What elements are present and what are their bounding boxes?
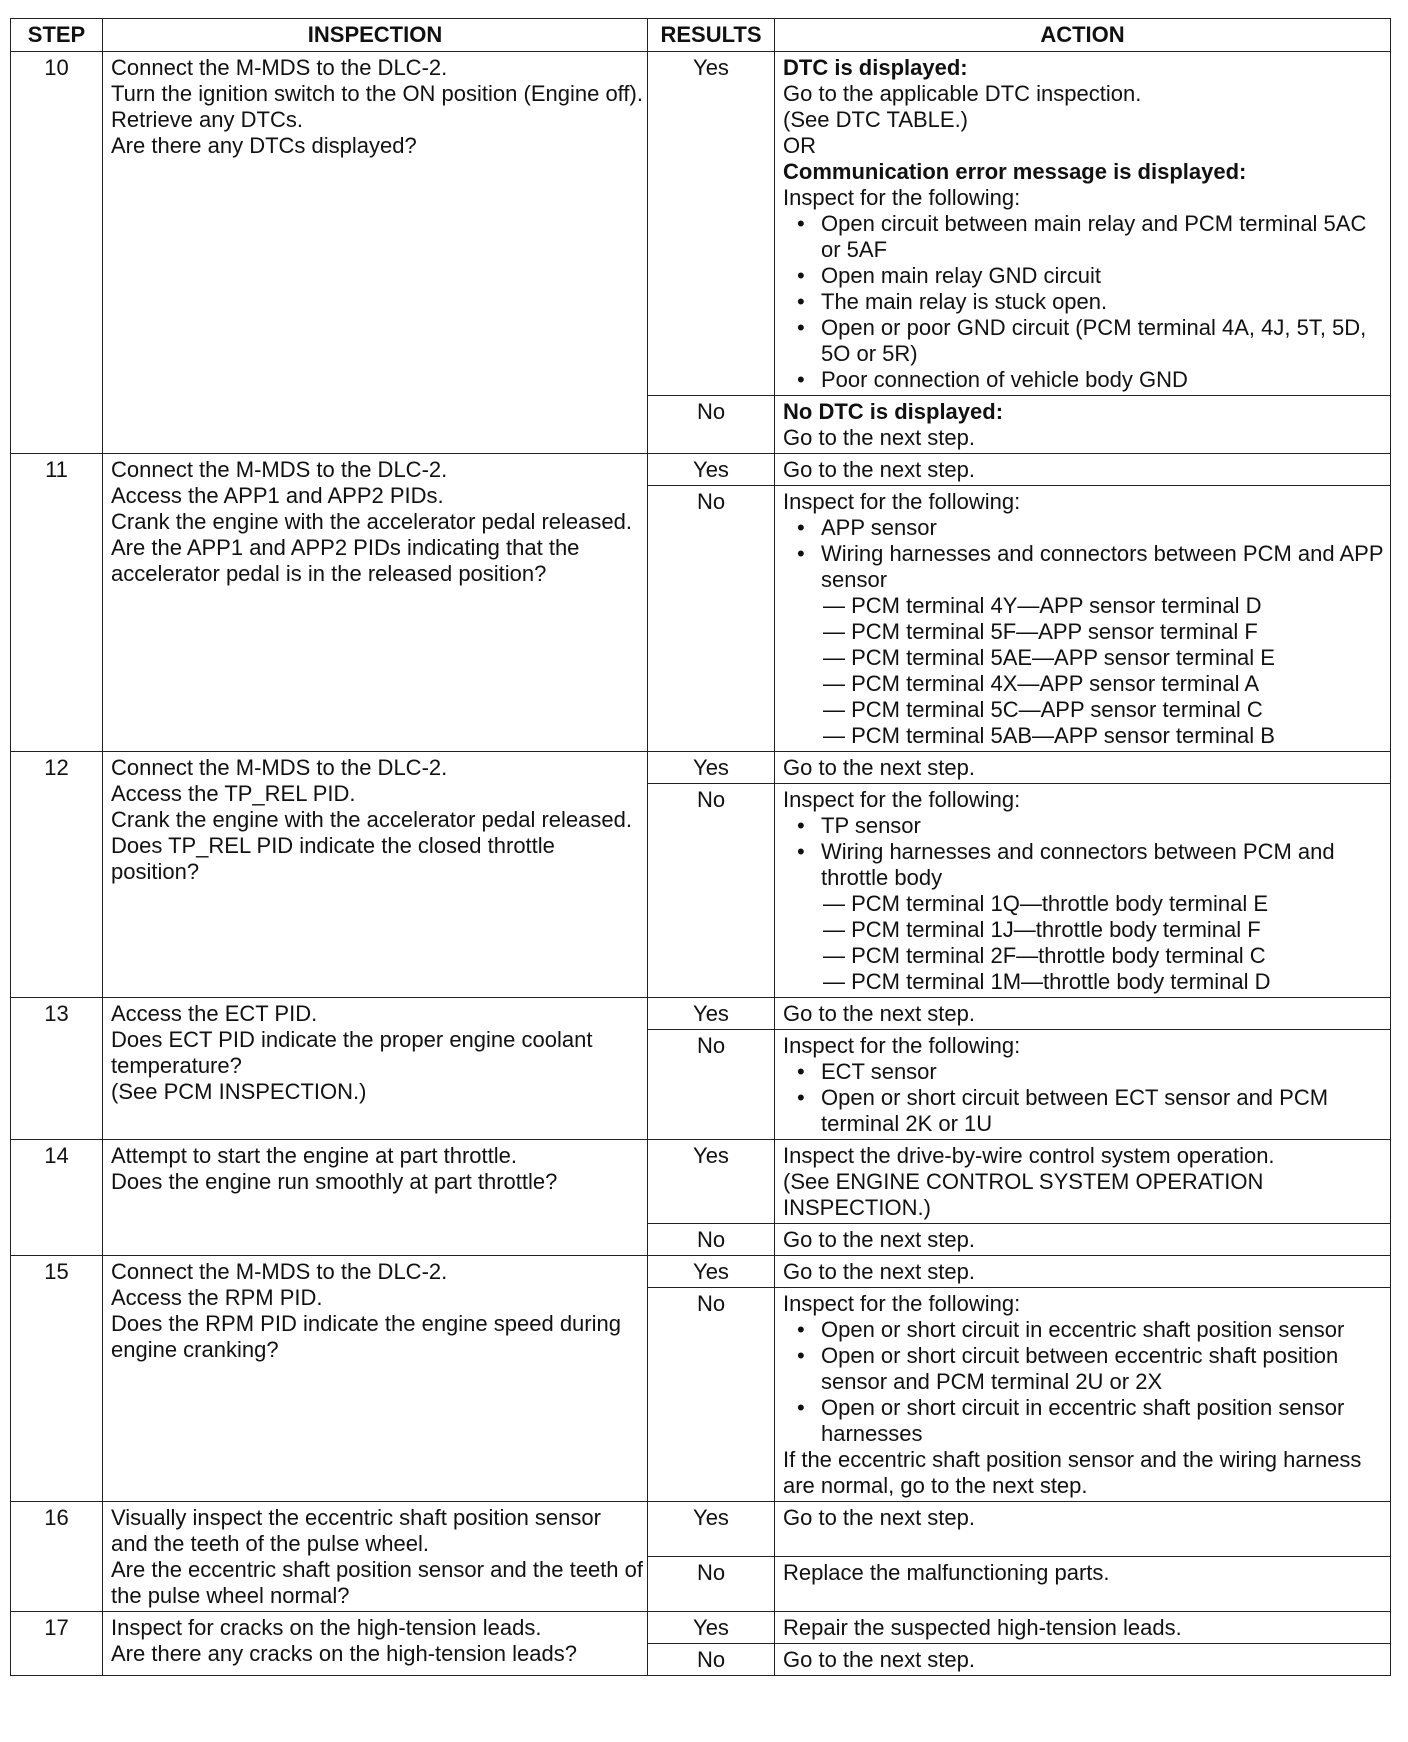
result-cell: Yes <box>648 1256 775 1288</box>
inspection-line: Does ECT PID indicate the proper engine coolant temperature? <box>111 1027 593 1078</box>
action-bullet-item: • TP sensor <box>783 813 1386 839</box>
result-cell: Yes <box>648 1612 775 1644</box>
action-terminal-item: — PCM terminal 5AE—APP sensor terminal E <box>823 645 1275 670</box>
result-cell: Yes <box>648 454 775 486</box>
action-cell <box>775 52 1391 396</box>
action-cell <box>775 1557 1391 1612</box>
action-line: Go to the next step. <box>783 1227 976 1252</box>
action-line: Inspect for the following: <box>783 787 1021 812</box>
action-bullet-item: • Open or short circuit between ECT sensor and PCM terminal 2K or 1U <box>783 1085 1386 1137</box>
inspection-line: Are there any cracks on the high-tension leads? <box>111 1641 577 1666</box>
action-cell <box>775 1288 1391 1502</box>
table-row <box>11 752 1391 784</box>
action-cell <box>775 752 1391 784</box>
action-cell <box>775 1256 1391 1288</box>
action-line: Go to the next step. <box>783 1259 976 1284</box>
action-terminal-item: — PCM terminal 5F—APP sensor terminal F <box>823 619 1258 644</box>
action-cell <box>775 784 1391 998</box>
action-line: Repair the suspected high-tension leads. <box>783 1615 1182 1640</box>
action-cell <box>775 1644 1391 1676</box>
result-cell: Yes <box>648 752 775 784</box>
inspection-cell <box>103 52 648 454</box>
action-cell <box>775 486 1391 752</box>
diagnostic-procedure-page <box>10 18 1390 1676</box>
action-terminal-item: — PCM terminal 1M—throttle body terminal D <box>823 969 1271 994</box>
inspection-line: Connect the M-MDS to the DLC-2. <box>111 55 448 80</box>
inspection-cell <box>103 454 648 752</box>
troubleshooting-table <box>10 18 1391 1676</box>
action-bullet-item: • Poor connection of vehicle body GND <box>783 367 1386 393</box>
inspection-line: Attempt to start the engine at part throttle. <box>111 1143 518 1168</box>
action-line: OR <box>783 133 816 158</box>
result-cell: No <box>648 1644 775 1676</box>
step-number: 15 <box>11 1256 103 1502</box>
action-line: (See ENGINE CONTROL SYSTEM OPERATION INSPECTION.) <box>783 1169 1264 1220</box>
header-action: ACTION <box>775 19 1391 52</box>
action-bullet-item: • Open circuit between main relay and PCM terminal 5AC or 5AF <box>783 211 1386 263</box>
inspection-cell <box>103 1612 648 1676</box>
inspection-line: Access the APP1 and APP2 PIDs. <box>111 483 444 508</box>
action-line: Inspect for the following: <box>783 185 1021 210</box>
step-number: 10 <box>11 52 103 454</box>
inspection-line: Turn the ignition switch to the ON position (Engine off). <box>111 81 643 106</box>
inspection-line: Inspect for cracks on the high-tension leads. <box>111 1615 542 1640</box>
action-line: Replace the malfunctioning parts. <box>783 1560 1110 1585</box>
inspection-line: Retrieve any DTCs. <box>111 107 303 132</box>
action-bullet-item: • Open or short circuit between eccentric shaft position sensor and PCM terminal 2U or 2X <box>783 1343 1386 1395</box>
result-cell: No <box>648 1030 775 1140</box>
step-number: 11 <box>11 454 103 752</box>
action-heading: DTC is displayed: <box>783 55 968 80</box>
header-step: STEP <box>11 19 103 52</box>
action-line: Go to the applicable DTC inspection. <box>783 81 1142 106</box>
table-row <box>11 1140 1391 1224</box>
table-row <box>11 52 1391 396</box>
table-row <box>11 1612 1391 1644</box>
inspection-line: Visually inspect the eccentric shaft position sensor and the teeth of the pulse wheel. <box>111 1505 601 1556</box>
action-cell <box>775 396 1391 454</box>
step-number: 12 <box>11 752 103 998</box>
table-header-row <box>11 19 1391 52</box>
action-bullet-item: • Open main relay GND circuit <box>783 263 1386 289</box>
inspection-line: Does the engine run smoothly at part throttle? <box>111 1169 558 1194</box>
action-cell <box>775 1030 1391 1140</box>
action-line: Go to the next step. <box>783 755 976 780</box>
action-line: Inspect the drive-by-wire control system operation. <box>783 1143 1275 1168</box>
action-cell <box>775 998 1391 1030</box>
inspection-cell <box>103 998 648 1140</box>
inspection-line: Access the RPM PID. <box>111 1285 323 1310</box>
action-line: Go to the next step. <box>783 1505 976 1530</box>
table-row <box>11 1502 1391 1557</box>
table-row <box>11 454 1391 486</box>
inspection-cell <box>103 752 648 998</box>
inspection-line: Connect the M-MDS to the DLC-2. <box>111 1259 448 1284</box>
result-cell: No <box>648 784 775 998</box>
action-line: Go to the next step. <box>783 1647 976 1672</box>
result-cell: No <box>648 1557 775 1612</box>
result-cell: No <box>648 1288 775 1502</box>
inspection-line: Connect the M-MDS to the DLC-2. <box>111 457 448 482</box>
result-cell: No <box>648 486 775 752</box>
action-bullet-item: • Open or short circuit in eccentric shaft position sensor harnesses <box>783 1395 1386 1447</box>
result-cell: Yes <box>648 52 775 396</box>
action-bullet-item: • Open or short circuit in eccentric shaft position sensor <box>783 1317 1386 1343</box>
step-number: 16 <box>11 1502 103 1612</box>
action-terminal-item: — PCM terminal 5C—APP sensor terminal C <box>823 697 1263 722</box>
table-body <box>11 52 1391 1676</box>
header-results: RESULTS <box>648 19 775 52</box>
action-bullet-item: • The main relay is stuck open. <box>783 289 1386 315</box>
action-cell <box>775 1612 1391 1644</box>
result-cell: No <box>648 396 775 454</box>
action-line: Inspect for the following: <box>783 1291 1021 1316</box>
inspection-cell <box>103 1502 648 1612</box>
action-line: If the eccentric shaft position sensor and the wiring harness are normal, go to the next step. <box>783 1447 1362 1498</box>
action-terminal-item: — PCM terminal 4Y—APP sensor terminal D <box>823 593 1262 618</box>
step-number: 13 <box>11 998 103 1140</box>
action-bullet-item: • ECT sensor <box>783 1059 1386 1085</box>
action-bullet-item: • Wiring harnesses and connectors between PCM and throttle body <box>783 839 1386 891</box>
step-number: 14 <box>11 1140 103 1256</box>
action-line: Inspect for the following: <box>783 489 1021 514</box>
action-cell <box>775 1140 1391 1224</box>
action-bullet-item: • Open or poor GND circuit (PCM terminal 4A, 4J, 5T, 5D, 5O or 5R) <box>783 315 1386 367</box>
inspection-line: Access the TP_REL PID. <box>111 781 356 806</box>
result-cell: No <box>648 1224 775 1256</box>
inspection-line: Crank the engine with the accelerator pedal released. <box>111 807 632 832</box>
action-terminal-item: — PCM terminal 1J—throttle body terminal F <box>823 917 1261 942</box>
action-bullet-item: • APP sensor <box>783 515 1386 541</box>
action-line: Go to the next step. <box>783 457 976 482</box>
result-cell: Yes <box>648 1502 775 1557</box>
inspection-line: Are the eccentric shaft position sensor and the teeth of the pulse wheel normal? <box>111 1557 643 1608</box>
header-inspection: INSPECTION <box>103 19 648 52</box>
action-line: Go to the next step. <box>783 1001 976 1026</box>
result-cell: Yes <box>648 1140 775 1224</box>
table-row <box>11 998 1391 1030</box>
action-cell <box>775 1224 1391 1256</box>
inspection-line: Are there any DTCs displayed? <box>111 133 417 158</box>
inspection-line: (See PCM INSPECTION.) <box>111 1079 367 1104</box>
action-cell <box>775 1502 1391 1557</box>
inspection-line: Crank the engine with the accelerator pedal released. <box>111 509 632 534</box>
inspection-line: Are the APP1 and APP2 PIDs indicating that the accelerator pedal is in the released position? <box>111 535 580 586</box>
action-heading: No DTC is displayed: <box>783 399 1004 424</box>
action-terminal-item: — PCM terminal 1Q—throttle body terminal E <box>823 891 1269 916</box>
inspection-line: Does TP_REL PID indicate the closed throttle position? <box>111 833 555 884</box>
action-line: Go to the next step. <box>783 425 976 450</box>
action-bullet-item: • Wiring harnesses and connectors between PCM and APP sensor <box>783 541 1386 593</box>
action-terminal-item: — PCM terminal 5AB—APP sensor terminal B <box>823 723 1275 748</box>
action-line: Inspect for the following: <box>783 1033 1021 1058</box>
inspection-line: Does the RPM PID indicate the engine speed during engine cranking? <box>111 1311 621 1362</box>
action-terminal-item: — PCM terminal 4X—APP sensor terminal A <box>823 671 1260 696</box>
step-number: 17 <box>11 1612 103 1676</box>
table-row <box>11 1256 1391 1288</box>
inspection-line: Access the ECT PID. <box>111 1001 318 1026</box>
action-terminal-item: — PCM terminal 2F—throttle body terminal C <box>823 943 1266 968</box>
action-line: (See DTC TABLE.) <box>783 107 969 132</box>
inspection-cell <box>103 1256 648 1502</box>
inspection-cell <box>103 1140 648 1256</box>
action-cell <box>775 454 1391 486</box>
inspection-line: Connect the M-MDS to the DLC-2. <box>111 755 448 780</box>
action-heading: Communication error message is displayed: <box>783 159 1247 184</box>
result-cell: Yes <box>648 998 775 1030</box>
